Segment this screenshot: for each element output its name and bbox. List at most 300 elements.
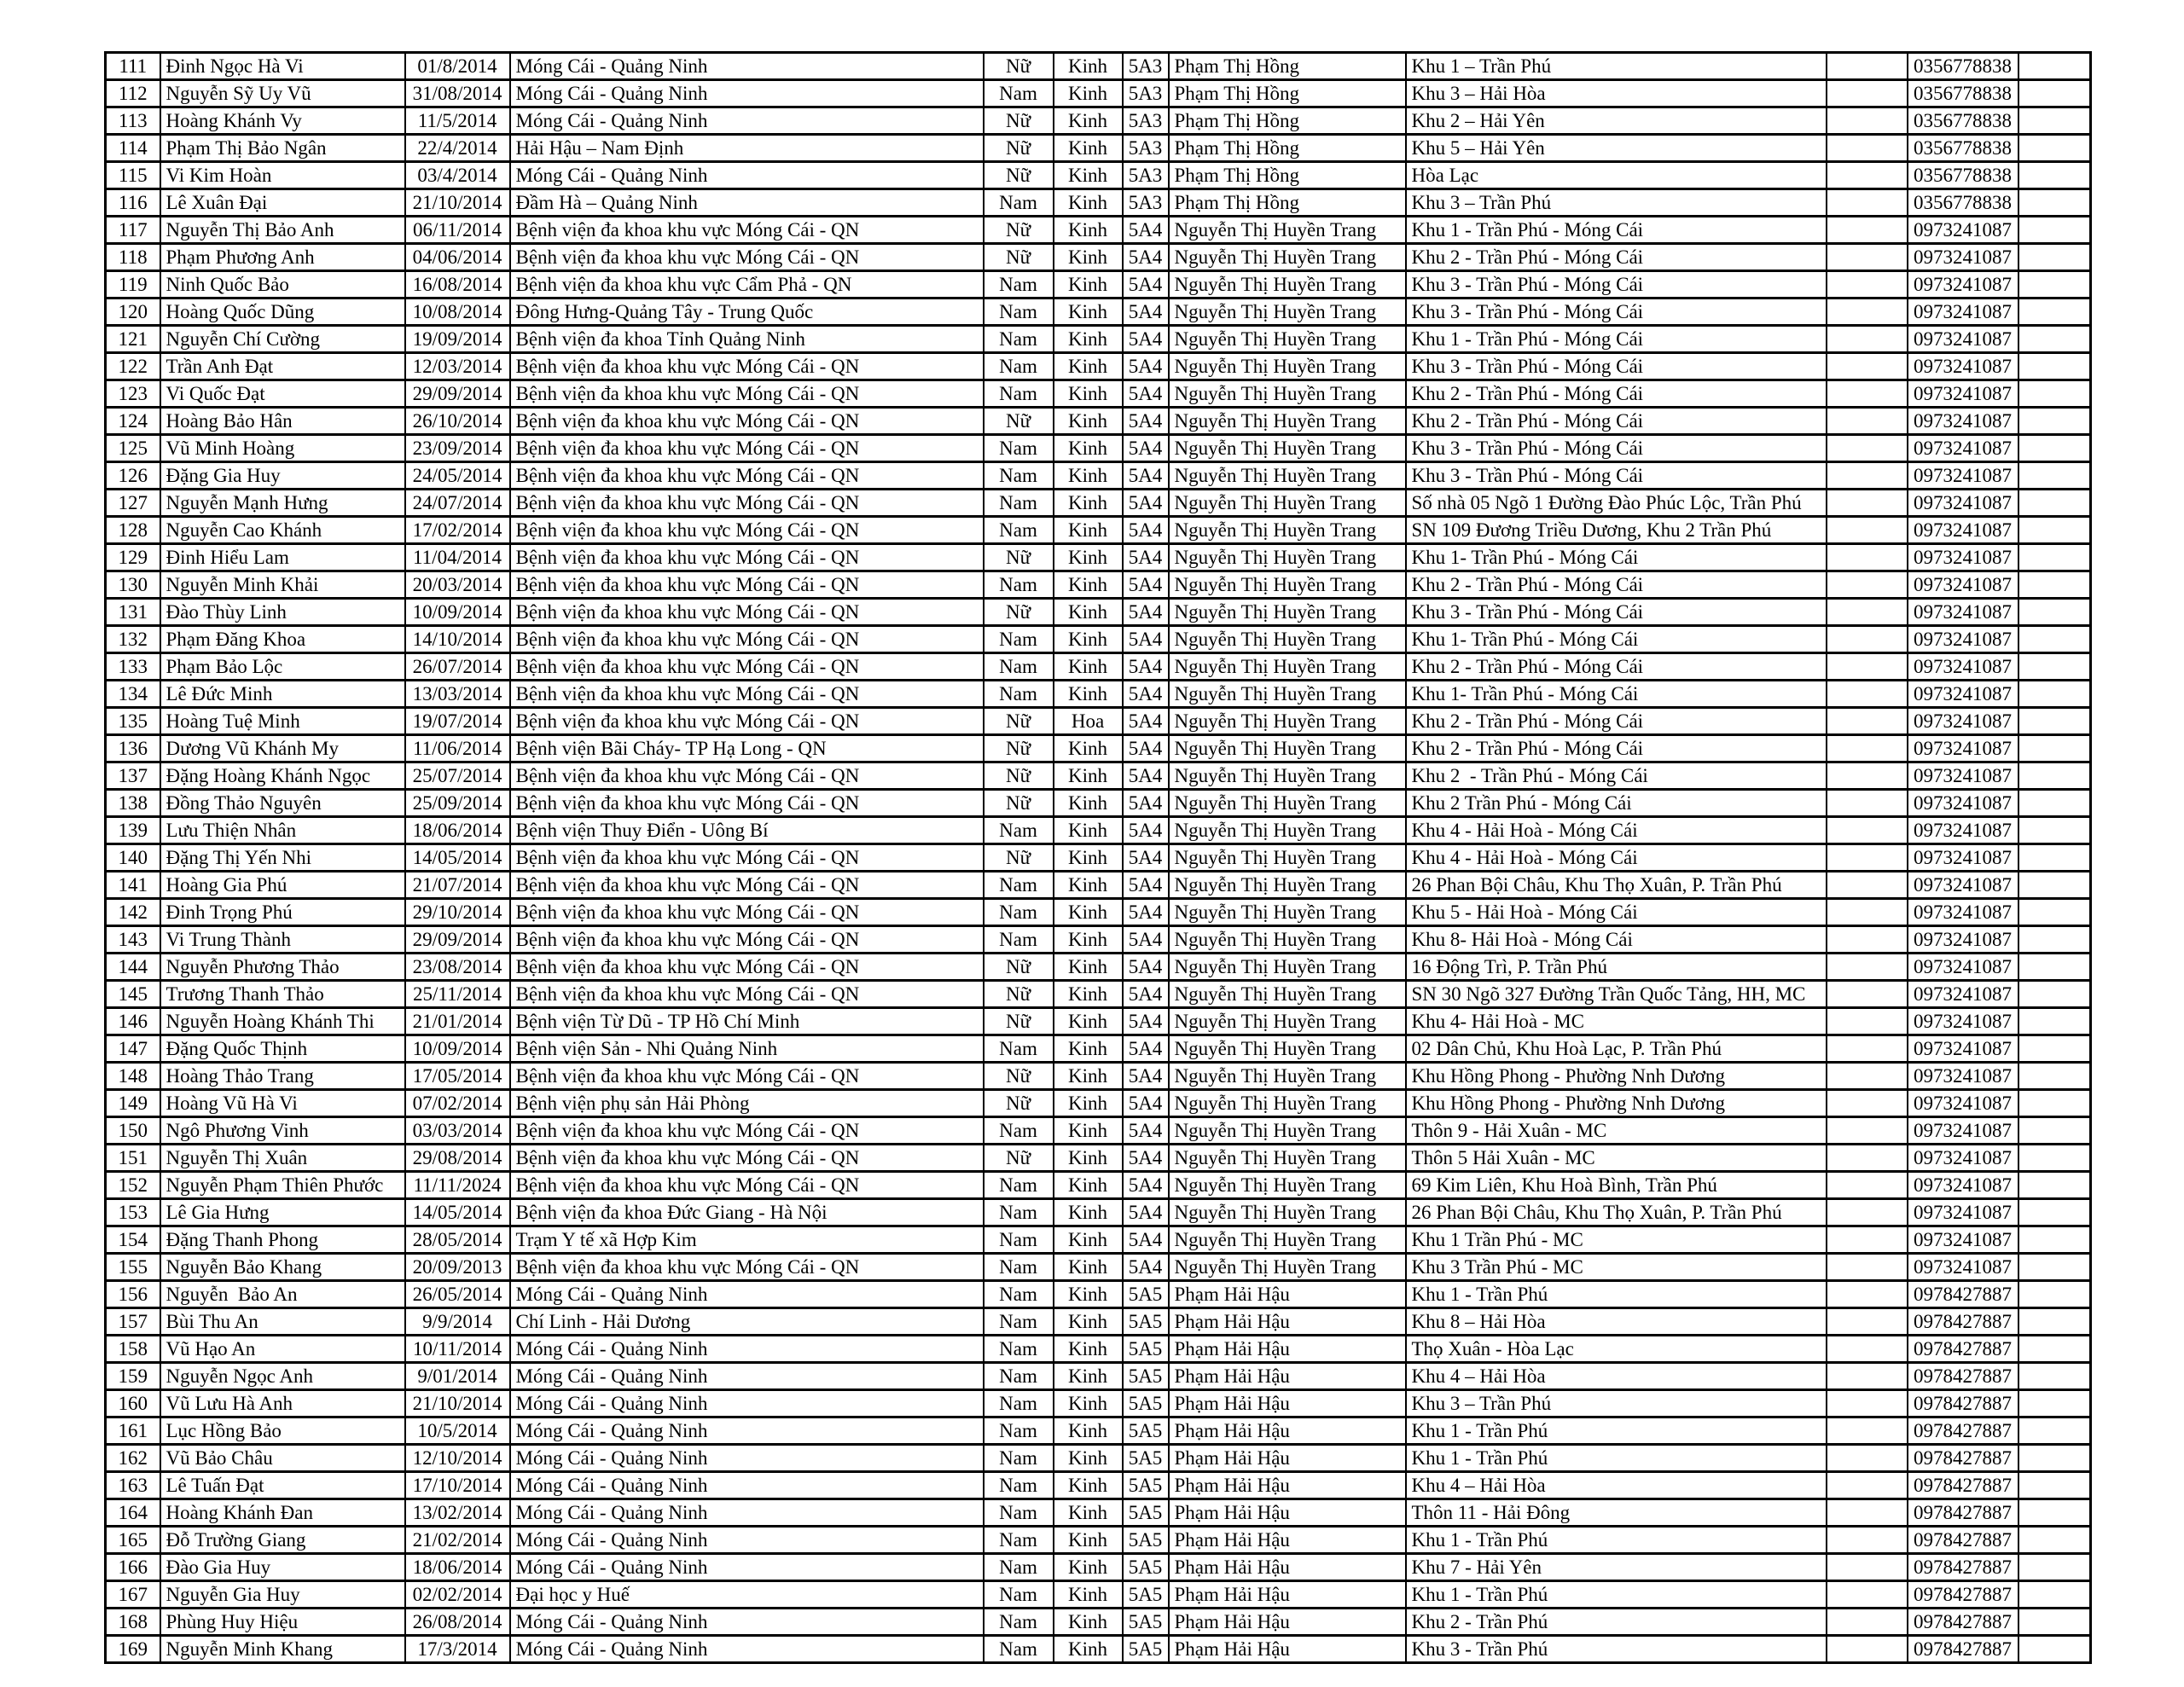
cell-phone: 0973241087 bbox=[1908, 653, 2018, 681]
cell-phone: 0973241087 bbox=[1908, 626, 2018, 653]
cell-blank bbox=[2018, 1226, 2091, 1254]
cell-gender: Nam bbox=[984, 1390, 1054, 1417]
cell-blank bbox=[2018, 599, 2091, 626]
cell-gender: Nữ bbox=[984, 135, 1054, 162]
table-row bbox=[106, 380, 2091, 408]
cell-row-number: 128 bbox=[106, 517, 160, 544]
cell-date-of-birth: 28/05/2014 bbox=[405, 1226, 510, 1254]
cell-address: Khu 1 - Trần Phú bbox=[1406, 1527, 1827, 1554]
cell-name: Phạm Bảo Lộc bbox=[160, 653, 405, 681]
cell-date-of-birth: 02/02/2014 bbox=[405, 1581, 510, 1609]
cell-date-of-birth: 29/09/2014 bbox=[405, 380, 510, 408]
table-row bbox=[106, 1254, 2091, 1281]
cell-row-number: 161 bbox=[106, 1417, 160, 1445]
cell-blank bbox=[2018, 762, 2091, 790]
cell-class: 5A5 bbox=[1123, 1609, 1169, 1636]
cell-ethnicity: Kinh bbox=[1054, 1226, 1123, 1254]
cell-name: Phạm Đăng Khoa bbox=[160, 626, 405, 653]
cell-ethnicity: Kinh bbox=[1054, 1281, 1123, 1308]
cell-ethnicity: Kinh bbox=[1054, 1554, 1123, 1581]
cell-address: Thọ Xuân - Hòa Lạc bbox=[1406, 1336, 1827, 1363]
cell-phone: 0973241087 bbox=[1908, 217, 2018, 244]
cell-row-number: 134 bbox=[106, 681, 160, 708]
cell-birthplace: Bệnh viện đa khoa khu vực Móng Cái - QN bbox=[510, 353, 984, 380]
cell-address: Khu 3 – Hải Hòa bbox=[1406, 80, 1827, 107]
cell-row-number: 156 bbox=[106, 1281, 160, 1308]
table-row bbox=[106, 462, 2091, 490]
cell-ethnicity: Kinh bbox=[1054, 1390, 1123, 1417]
cell-name: Vũ Lưu Hà Anh bbox=[160, 1390, 405, 1417]
cell-birthplace: Bệnh viện đa khoa khu vực Móng Cái - QN bbox=[510, 899, 984, 926]
cell-phone: 0973241087 bbox=[1908, 599, 2018, 626]
cell-address: Khu 1 – Trần Phú bbox=[1406, 53, 1827, 80]
cell-gender: Nữ bbox=[984, 1008, 1054, 1035]
cell-ethnicity: Kinh bbox=[1054, 1308, 1123, 1336]
cell-birthplace: Bệnh viện đa khoa khu vực Móng Cái - QN bbox=[510, 926, 984, 954]
cell-name: Nguyễn Chí Cường bbox=[160, 326, 405, 353]
cell-ethnicity: Kinh bbox=[1054, 1199, 1123, 1226]
cell-row-number: 129 bbox=[106, 544, 160, 571]
cell-blank bbox=[2018, 1472, 2091, 1499]
table-row bbox=[106, 107, 2091, 135]
cell-teacher: Nguyễn Thị Huyền Trang bbox=[1169, 981, 1406, 1008]
cell-blank bbox=[2018, 681, 2091, 708]
cell-date-of-birth: 06/11/2014 bbox=[405, 217, 510, 244]
cell-name: Ninh Quốc Bảo bbox=[160, 271, 405, 299]
cell-blank bbox=[2018, 1063, 2091, 1090]
cell-gender: Nam bbox=[984, 872, 1054, 899]
cell-teacher: Phạm Thị Hồng bbox=[1169, 162, 1406, 189]
cell-gender: Nam bbox=[984, 1417, 1054, 1445]
cell-address: SN 109 Đương Triều Dương, Khu 2 Trần Phú bbox=[1406, 517, 1827, 544]
cell-phone: 0356778838 bbox=[1908, 162, 2018, 189]
cell-date-of-birth: 9/01/2014 bbox=[405, 1363, 510, 1390]
cell-phone: 0973241087 bbox=[1908, 1172, 2018, 1199]
cell-birthplace: Bệnh viện phụ sản Hải Phòng bbox=[510, 1090, 984, 1117]
cell-birthplace: Móng Cái - Quảng Ninh bbox=[510, 162, 984, 189]
cell-class: 5A5 bbox=[1123, 1636, 1169, 1663]
cell-address: Khu 4 – Hải Hòa bbox=[1406, 1472, 1827, 1499]
cell-phone: 0973241087 bbox=[1908, 1226, 2018, 1254]
cell-row-number: 155 bbox=[106, 1254, 160, 1281]
cell-blank bbox=[1827, 244, 1908, 271]
cell-date-of-birth: 18/06/2014 bbox=[405, 1554, 510, 1581]
cell-birthplace: Bệnh viện đa khoa khu vực Móng Cái - QN bbox=[510, 626, 984, 653]
cell-blank bbox=[2018, 653, 2091, 681]
cell-blank bbox=[1827, 80, 1908, 107]
cell-name: Đặng Quốc Thịnh bbox=[160, 1035, 405, 1063]
cell-name: Phùng Huy Hiệu bbox=[160, 1609, 405, 1636]
cell-blank bbox=[2018, 571, 2091, 599]
cell-name: Đinh Ngọc Hà Vi bbox=[160, 53, 405, 80]
cell-row-number: 120 bbox=[106, 299, 160, 326]
cell-address: Khu Hồng Phong - Phường Nnh Dương bbox=[1406, 1063, 1827, 1090]
cell-blank bbox=[2018, 1199, 2091, 1226]
cell-blank bbox=[2018, 1090, 2091, 1117]
cell-phone: 0973241087 bbox=[1908, 762, 2018, 790]
cell-gender: Nữ bbox=[984, 708, 1054, 735]
cell-address: Khu 2 - Trần Phú - Móng Cái bbox=[1406, 408, 1827, 435]
cell-birthplace: Bệnh viện đa khoa khu vực Móng Cái - QN bbox=[510, 681, 984, 708]
cell-address: Khu 2 - Trần Phú - Móng Cái bbox=[1406, 708, 1827, 735]
cell-ethnicity: Kinh bbox=[1054, 1636, 1123, 1663]
cell-gender: Nữ bbox=[984, 981, 1054, 1008]
table-row bbox=[106, 1226, 2091, 1254]
cell-blank bbox=[2018, 790, 2091, 817]
cell-blank bbox=[1827, 299, 1908, 326]
table-row bbox=[106, 1063, 2091, 1090]
cell-class: 5A4 bbox=[1123, 217, 1169, 244]
cell-name: Nguyễn Phương Thảo bbox=[160, 954, 405, 981]
cell-ethnicity: Kinh bbox=[1054, 1472, 1123, 1499]
cell-gender: Nữ bbox=[984, 217, 1054, 244]
cell-birthplace: Móng Cái - Quảng Ninh bbox=[510, 1472, 984, 1499]
cell-blank bbox=[2018, 735, 2091, 762]
cell-phone: 0356778838 bbox=[1908, 107, 2018, 135]
table-row bbox=[106, 135, 2091, 162]
cell-class: 5A4 bbox=[1123, 1063, 1169, 1090]
cell-phone: 0978427887 bbox=[1908, 1499, 2018, 1527]
cell-class: 5A4 bbox=[1123, 408, 1169, 435]
table-row bbox=[106, 80, 2091, 107]
cell-address: Thôn 5 Hải Xuân - MC bbox=[1406, 1145, 1827, 1172]
cell-blank bbox=[2018, 271, 2091, 299]
cell-phone: 0978427887 bbox=[1908, 1281, 2018, 1308]
table-row bbox=[106, 653, 2091, 681]
cell-address: 69 Kim Liên, Khu Hoà Bình, Trần Phú bbox=[1406, 1172, 1827, 1199]
cell-date-of-birth: 19/09/2014 bbox=[405, 326, 510, 353]
cell-phone: 0973241087 bbox=[1908, 490, 2018, 517]
cell-class: 5A5 bbox=[1123, 1281, 1169, 1308]
cell-phone: 0356778838 bbox=[1908, 53, 2018, 80]
cell-ethnicity: Kinh bbox=[1054, 817, 1123, 844]
cell-date-of-birth: 21/07/2014 bbox=[405, 872, 510, 899]
cell-blank bbox=[1827, 708, 1908, 735]
cell-row-number: 111 bbox=[106, 53, 160, 80]
cell-address: Khu 8- Hải Hoà - Móng Cái bbox=[1406, 926, 1827, 954]
cell-gender: Nữ bbox=[984, 735, 1054, 762]
cell-ethnicity: Kinh bbox=[1054, 162, 1123, 189]
table-row bbox=[106, 490, 2091, 517]
cell-row-number: 113 bbox=[106, 107, 160, 135]
cell-ethnicity: Kinh bbox=[1054, 1063, 1123, 1090]
cell-blank bbox=[1827, 326, 1908, 353]
cell-date-of-birth: 26/08/2014 bbox=[405, 1609, 510, 1636]
cell-gender: Nam bbox=[984, 817, 1054, 844]
cell-class: 5A4 bbox=[1123, 353, 1169, 380]
cell-row-number: 137 bbox=[106, 762, 160, 790]
cell-date-of-birth: 12/03/2014 bbox=[405, 353, 510, 380]
cell-gender: Nữ bbox=[984, 408, 1054, 435]
cell-blank bbox=[2018, 299, 2091, 326]
cell-birthplace: Trạm Y tế xã Hợp Kim bbox=[510, 1226, 984, 1254]
cell-teacher: Nguyễn Thị Huyền Trang bbox=[1169, 872, 1406, 899]
table-row bbox=[106, 954, 2091, 981]
cell-gender: Nam bbox=[984, 1527, 1054, 1554]
cell-row-number: 141 bbox=[106, 872, 160, 899]
cell-teacher: Nguyễn Thị Huyền Trang bbox=[1169, 626, 1406, 653]
cell-class: 5A5 bbox=[1123, 1527, 1169, 1554]
cell-class: 5A4 bbox=[1123, 1172, 1169, 1199]
cell-teacher: Nguyễn Thị Huyền Trang bbox=[1169, 653, 1406, 681]
cell-ethnicity: Kinh bbox=[1054, 954, 1123, 981]
cell-blank bbox=[1827, 817, 1908, 844]
cell-blank bbox=[1827, 762, 1908, 790]
cell-birthplace: Bệnh viện đa khoa khu vực Móng Cái - QN bbox=[510, 1063, 984, 1090]
cell-class: 5A4 bbox=[1123, 1199, 1169, 1226]
cell-name: Hoàng Quốc Dũng bbox=[160, 299, 405, 326]
cell-blank bbox=[1827, 435, 1908, 462]
cell-name: Bùi Thu An bbox=[160, 1308, 405, 1336]
cell-row-number: 140 bbox=[106, 844, 160, 872]
cell-class: 5A4 bbox=[1123, 817, 1169, 844]
cell-name: Hoàng Tuệ Minh bbox=[160, 708, 405, 735]
cell-phone: 0973241087 bbox=[1908, 299, 2018, 326]
cell-teacher: Nguyễn Thị Huyền Trang bbox=[1169, 217, 1406, 244]
cell-phone: 0978427887 bbox=[1908, 1527, 2018, 1554]
cell-blank bbox=[1827, 189, 1908, 217]
table-row bbox=[106, 217, 2091, 244]
cell-name: Nguyễn Bảo Khang bbox=[160, 1254, 405, 1281]
cell-class: 5A4 bbox=[1123, 872, 1169, 899]
cell-name: Nguyễn Ngọc Anh bbox=[160, 1363, 405, 1390]
cell-date-of-birth: 20/09/2013 bbox=[405, 1254, 510, 1281]
cell-gender: Nữ bbox=[984, 244, 1054, 271]
cell-name: Nguyễn Hoàng Khánh Thi bbox=[160, 1008, 405, 1035]
cell-class: 5A4 bbox=[1123, 380, 1169, 408]
cell-phone: 0973241087 bbox=[1908, 681, 2018, 708]
cell-row-number: 143 bbox=[106, 926, 160, 954]
cell-class: 5A4 bbox=[1123, 571, 1169, 599]
cell-name: Hoàng Khánh Vy bbox=[160, 107, 405, 135]
cell-phone: 0973241087 bbox=[1908, 954, 2018, 981]
cell-phone: 0978427887 bbox=[1908, 1472, 2018, 1499]
cell-date-of-birth: 03/03/2014 bbox=[405, 1117, 510, 1145]
cell-blank bbox=[1827, 1308, 1908, 1336]
cell-gender: Nam bbox=[984, 1308, 1054, 1336]
cell-ethnicity: Kinh bbox=[1054, 1090, 1123, 1117]
cell-name: Đỗ Trường Giang bbox=[160, 1527, 405, 1554]
cell-blank bbox=[2018, 162, 2091, 189]
cell-blank bbox=[1827, 1035, 1908, 1063]
cell-name: Phạm Thị Bảo Ngân bbox=[160, 135, 405, 162]
cell-address: Khu 2 - Trần Phú - Móng Cái bbox=[1406, 653, 1827, 681]
cell-ethnicity: Kinh bbox=[1054, 681, 1123, 708]
cell-class: 5A3 bbox=[1123, 53, 1169, 80]
cell-date-of-birth: 25/11/2014 bbox=[405, 981, 510, 1008]
cell-teacher: Phạm Hải Hậu bbox=[1169, 1390, 1406, 1417]
cell-birthplace: Móng Cái - Quảng Ninh bbox=[510, 1390, 984, 1417]
cell-ethnicity: Kinh bbox=[1054, 653, 1123, 681]
cell-ethnicity: Kinh bbox=[1054, 135, 1123, 162]
cell-date-of-birth: 13/03/2014 bbox=[405, 681, 510, 708]
cell-address: Khu 3 - Trần Phú - Móng Cái bbox=[1406, 462, 1827, 490]
cell-birthplace: Bệnh viện đa khoa khu vực Móng Cái - QN bbox=[510, 844, 984, 872]
cell-ethnicity: Kinh bbox=[1054, 517, 1123, 544]
cell-address: Khu 7 - Hải Yên bbox=[1406, 1554, 1827, 1581]
cell-ethnicity: Kinh bbox=[1054, 1499, 1123, 1527]
cell-phone: 0973241087 bbox=[1908, 271, 2018, 299]
cell-address: Khu 2 - Trần Phú - Móng Cái bbox=[1406, 244, 1827, 271]
table-row bbox=[106, 408, 2091, 435]
cell-teacher: Nguyễn Thị Huyền Trang bbox=[1169, 1145, 1406, 1172]
cell-address: Khu 2 - Trần Phú - Móng Cái bbox=[1406, 762, 1827, 790]
cell-gender: Nam bbox=[984, 490, 1054, 517]
cell-blank bbox=[1827, 1390, 1908, 1417]
cell-teacher: Phạm Hải Hậu bbox=[1169, 1554, 1406, 1581]
cell-date-of-birth: 19/07/2014 bbox=[405, 708, 510, 735]
cell-teacher: Phạm Thị Hồng bbox=[1169, 80, 1406, 107]
cell-teacher: Nguyễn Thị Huyền Trang bbox=[1169, 435, 1406, 462]
table-row bbox=[106, 762, 2091, 790]
cell-blank bbox=[2018, 490, 2091, 517]
cell-class: 5A4 bbox=[1123, 1090, 1169, 1117]
cell-blank bbox=[2018, 189, 2091, 217]
cell-birthplace: Bệnh viện đa khoa khu vực Móng Cái - QN bbox=[510, 244, 984, 271]
cell-blank bbox=[1827, 1336, 1908, 1363]
cell-address: Khu 2 - Trần Phú - Móng Cái bbox=[1406, 380, 1827, 408]
cell-phone: 0973241087 bbox=[1908, 244, 2018, 271]
cell-gender: Nữ bbox=[984, 1090, 1054, 1117]
cell-birthplace: Móng Cái - Quảng Ninh bbox=[510, 1499, 984, 1527]
cell-blank bbox=[1827, 1527, 1908, 1554]
cell-teacher: Nguyễn Thị Huyền Trang bbox=[1169, 408, 1406, 435]
cell-blank bbox=[2018, 1636, 2091, 1663]
cell-gender: Nữ bbox=[984, 1145, 1054, 1172]
cell-gender: Nam bbox=[984, 435, 1054, 462]
cell-teacher: Nguyễn Thị Huyền Trang bbox=[1169, 517, 1406, 544]
cell-birthplace: Móng Cái - Quảng Ninh bbox=[510, 1445, 984, 1472]
cell-class: 5A5 bbox=[1123, 1472, 1169, 1499]
table-row bbox=[106, 1390, 2091, 1417]
cell-phone: 0978427887 bbox=[1908, 1554, 2018, 1581]
table-row bbox=[106, 189, 2091, 217]
table-row bbox=[106, 162, 2091, 189]
cell-row-number: 139 bbox=[106, 817, 160, 844]
cell-address: 26 Phan Bội Châu, Khu Thọ Xuân, P. Trần Phú bbox=[1406, 1199, 1827, 1226]
cell-birthplace: Móng Cái - Quảng Ninh bbox=[510, 1281, 984, 1308]
cell-blank bbox=[1827, 490, 1908, 517]
cell-phone: 0978427887 bbox=[1908, 1445, 2018, 1472]
cell-date-of-birth: 14/10/2014 bbox=[405, 626, 510, 653]
cell-class: 5A4 bbox=[1123, 544, 1169, 571]
cell-name: Đào Thùy Linh bbox=[160, 599, 405, 626]
cell-ethnicity: Kinh bbox=[1054, 790, 1123, 817]
cell-row-number: 165 bbox=[106, 1527, 160, 1554]
cell-address: Khu 2 - Trần Phú - Móng Cái bbox=[1406, 571, 1827, 599]
cell-row-number: 135 bbox=[106, 708, 160, 735]
cell-name: Đào Gia Huy bbox=[160, 1554, 405, 1581]
cell-date-of-birth: 23/08/2014 bbox=[405, 954, 510, 981]
cell-ethnicity: Kinh bbox=[1054, 326, 1123, 353]
cell-class: 5A4 bbox=[1123, 626, 1169, 653]
cell-teacher: Nguyễn Thị Huyền Trang bbox=[1169, 462, 1406, 490]
cell-date-of-birth: 24/05/2014 bbox=[405, 462, 510, 490]
cell-gender: Nữ bbox=[984, 1063, 1054, 1090]
cell-class: 5A4 bbox=[1123, 244, 1169, 271]
cell-date-of-birth: 11/11/2024 bbox=[405, 1172, 510, 1199]
cell-blank bbox=[1827, 135, 1908, 162]
cell-birthplace: Bệnh viện đa khoa Đức Giang - Hà Nội bbox=[510, 1199, 984, 1226]
cell-phone: 0356778838 bbox=[1908, 189, 2018, 217]
cell-teacher: Nguyễn Thị Huyền Trang bbox=[1169, 790, 1406, 817]
cell-blank bbox=[2018, 244, 2091, 271]
cell-name: Vũ Minh Hoàng bbox=[160, 435, 405, 462]
cell-address: Khu 1 Trần Phú - MC bbox=[1406, 1226, 1827, 1254]
cell-blank bbox=[2018, 380, 2091, 408]
cell-birthplace: Móng Cái - Quảng Ninh bbox=[510, 1417, 984, 1445]
table-row bbox=[106, 517, 2091, 544]
cell-phone: 0973241087 bbox=[1908, 899, 2018, 926]
cell-blank bbox=[1827, 653, 1908, 681]
cell-teacher: Nguyễn Thị Huyền Trang bbox=[1169, 544, 1406, 571]
cell-blank bbox=[1827, 462, 1908, 490]
cell-ethnicity: Kinh bbox=[1054, 435, 1123, 462]
table-row bbox=[106, 1499, 2091, 1527]
cell-gender: Nữ bbox=[984, 107, 1054, 135]
cell-class: 5A4 bbox=[1123, 271, 1169, 299]
cell-blank bbox=[2018, 1308, 2091, 1336]
cell-teacher: Nguyễn Thị Huyền Trang bbox=[1169, 380, 1406, 408]
cell-blank bbox=[2018, 899, 2091, 926]
cell-name: Hoàng Gia Phú bbox=[160, 872, 405, 899]
cell-class: 5A5 bbox=[1123, 1390, 1169, 1417]
cell-ethnicity: Kinh bbox=[1054, 544, 1123, 571]
cell-teacher: Nguyễn Thị Huyền Trang bbox=[1169, 817, 1406, 844]
cell-row-number: 158 bbox=[106, 1336, 160, 1363]
cell-blank bbox=[2018, 1609, 2091, 1636]
cell-row-number: 146 bbox=[106, 1008, 160, 1035]
cell-blank bbox=[2018, 80, 2091, 107]
cell-teacher: Nguyễn Thị Huyền Trang bbox=[1169, 899, 1406, 926]
cell-teacher: Nguyễn Thị Huyền Trang bbox=[1169, 326, 1406, 353]
cell-gender: Nam bbox=[984, 1172, 1054, 1199]
cell-phone: 0973241087 bbox=[1908, 1254, 2018, 1281]
cell-date-of-birth: 14/05/2014 bbox=[405, 844, 510, 872]
cell-row-number: 151 bbox=[106, 1145, 160, 1172]
cell-ethnicity: Kinh bbox=[1054, 1363, 1123, 1390]
cell-teacher: Nguyễn Thị Huyền Trang bbox=[1169, 1008, 1406, 1035]
cell-teacher: Nguyễn Thị Huyền Trang bbox=[1169, 1172, 1406, 1199]
cell-gender: Nam bbox=[984, 1254, 1054, 1281]
cell-name: Vi Quốc Đạt bbox=[160, 380, 405, 408]
cell-name: Nguyễn Minh Khải bbox=[160, 571, 405, 599]
cell-date-of-birth: 10/08/2014 bbox=[405, 299, 510, 326]
cell-date-of-birth: 18/06/2014 bbox=[405, 817, 510, 844]
cell-blank bbox=[1827, 1226, 1908, 1254]
table-row bbox=[106, 599, 2091, 626]
cell-phone: 0973241087 bbox=[1908, 1199, 2018, 1226]
cell-blank bbox=[2018, 1145, 2091, 1172]
cell-address: Khu 2 – Hải Yên bbox=[1406, 107, 1827, 135]
cell-class: 5A4 bbox=[1123, 490, 1169, 517]
cell-name: Lưu Thiện Nhân bbox=[160, 817, 405, 844]
cell-phone: 0973241087 bbox=[1908, 926, 2018, 954]
cell-name: Hoàng Khánh Đan bbox=[160, 1499, 405, 1527]
cell-address: Khu 1 - Trần Phú bbox=[1406, 1445, 1827, 1472]
cell-class: 5A4 bbox=[1123, 681, 1169, 708]
cell-name: Vũ Hạo An bbox=[160, 1336, 405, 1363]
cell-birthplace: Bệnh viện đa khoa khu vực Móng Cái - QN bbox=[510, 1172, 984, 1199]
cell-address: Khu 4 - Hải Hoà - Móng Cái bbox=[1406, 844, 1827, 872]
cell-class: 5A4 bbox=[1123, 599, 1169, 626]
cell-blank bbox=[2018, 1035, 2091, 1063]
cell-class: 5A4 bbox=[1123, 899, 1169, 926]
cell-phone: 0978427887 bbox=[1908, 1581, 2018, 1609]
cell-class: 5A4 bbox=[1123, 435, 1169, 462]
cell-blank bbox=[2018, 1499, 2091, 1527]
cell-date-of-birth: 21/01/2014 bbox=[405, 1008, 510, 1035]
